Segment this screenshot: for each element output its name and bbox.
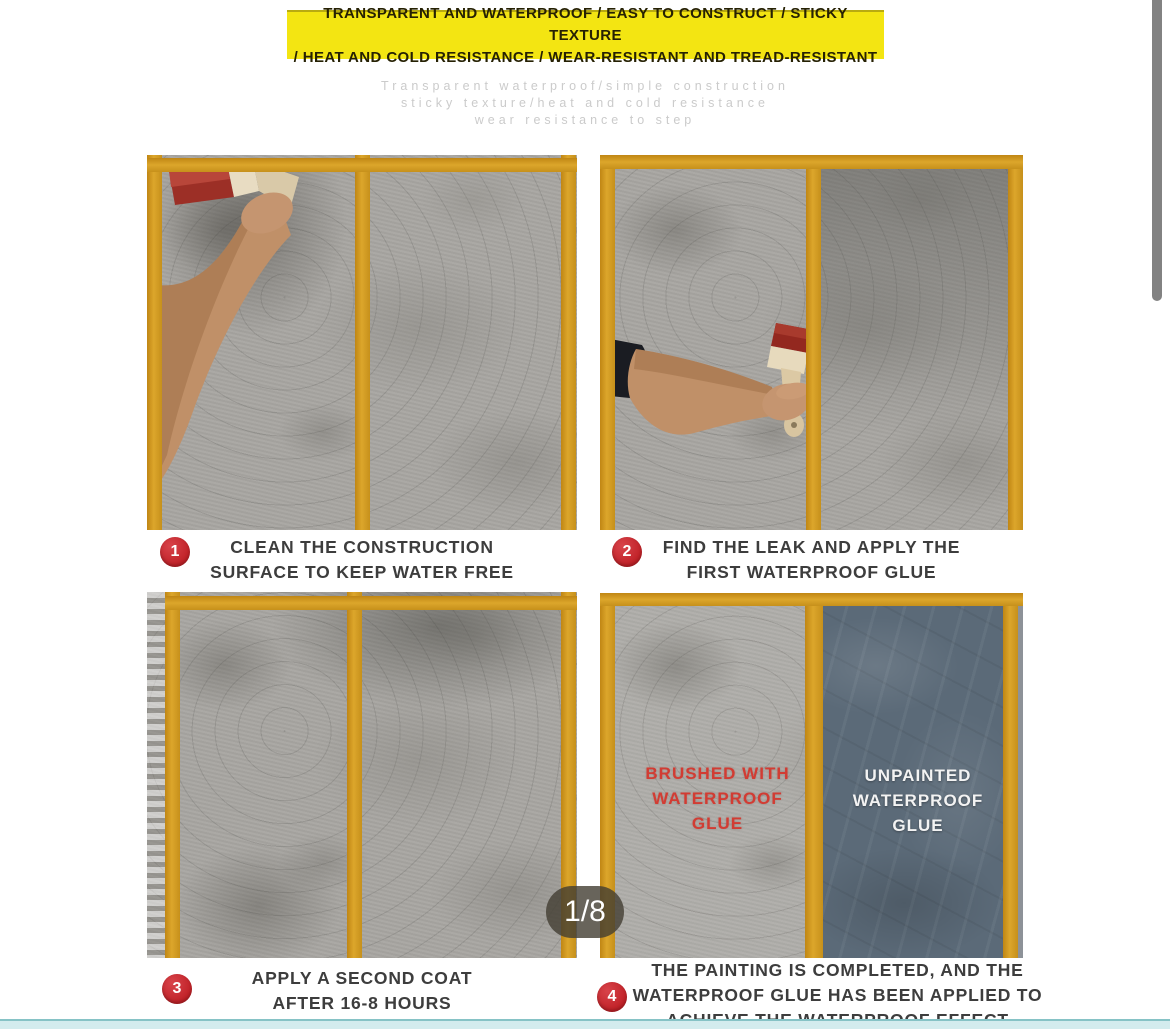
tape-strip-left: [147, 155, 162, 530]
subtitle-line-1: Transparent waterproof/simple construction: [381, 79, 789, 93]
tape-strip-left: [600, 155, 615, 530]
tape-strip-center: [347, 592, 362, 958]
subtitle-line-3: wear resistance to step: [474, 113, 696, 127]
tape-strip-right: [561, 155, 576, 530]
unpainted-label-line-1: UNPAINTED: [864, 766, 972, 785]
tape-strip-center: [806, 155, 821, 530]
step-1-caption: [147, 535, 577, 585]
brushed-area-label: [620, 761, 815, 836]
step-2-caption-line-2: FIRST WATERPROOF GLUE: [686, 562, 937, 582]
brushed-label-line-2: WATERPROOF: [652, 789, 783, 808]
tape-strip-top: [600, 593, 1023, 606]
step-3-badge: 3: [162, 974, 192, 1004]
step-4-caption-line-2: WATERPROOF GLUE HAS BEEN APPLIED TO: [632, 985, 1043, 1005]
tape-strip-top: [600, 155, 1023, 169]
page-indicator: 1/8: [546, 886, 624, 938]
step-1-caption-line-1: CLEAN THE CONSTRUCTION: [230, 537, 494, 557]
step-2-badge: 2: [612, 537, 642, 567]
brushed-label-line-1: BRUSHED WITH: [645, 764, 790, 783]
step-photo-4: [600, 593, 1023, 958]
concrete-wall: [147, 592, 577, 958]
step-4-badge: 4: [597, 982, 627, 1012]
feature-banner-line-1: TRANSPARENT AND WATERPROOF / EASY TO CONSTRUCT / STICKY TEXTURE: [323, 4, 848, 44]
brushed-label-line-3: GLUE: [691, 814, 744, 833]
step-photo-2: [600, 155, 1023, 530]
tape-strip-center: [355, 155, 370, 530]
unpainted-label-line-3: GLUE: [892, 816, 944, 835]
wall-edge: [147, 592, 165, 958]
tape-strip-top: [147, 158, 577, 172]
step-photo-3: [147, 592, 577, 958]
step-3-caption-line-1: APPLY A SECOND COAT: [251, 968, 473, 988]
feature-banner-line-2: / HEAT AND COLD RESISTANCE / WEAR-RESISTANT AND TREAD-RESISTANT: [293, 48, 878, 66]
tape-strip-right: [1008, 155, 1023, 530]
subtitle-line-2: sticky texture/heat and cold resistance: [401, 96, 769, 110]
step-2-caption: [600, 535, 1023, 585]
scrollbar-thumb[interactable]: [1152, 0, 1162, 301]
unpainted-label-line-2: WATERPROOF: [852, 791, 984, 810]
step-3-caption-line-2: AFTER 16-8 HOURS: [272, 993, 452, 1013]
step-photo-1: [147, 155, 577, 530]
tape-strip-top: [165, 596, 577, 610]
tape-strip-left: [165, 592, 180, 958]
step-4-caption-line-1: THE PAINTING IS COMPLETED, AND THE: [651, 960, 1024, 980]
step-1-badge: 1: [160, 537, 190, 567]
unpainted-area-label: [828, 763, 1008, 838]
subtitle: [0, 78, 1170, 129]
next-section-edge: [0, 1019, 1170, 1029]
step-1-caption-line-2: SURFACE TO KEEP WATER FREE: [210, 562, 514, 582]
step-2-caption-line-1: FIND THE LEAK AND APPLY THE: [662, 537, 961, 557]
step-3-caption: [147, 966, 577, 1016]
feature-banner: [287, 4, 884, 66]
